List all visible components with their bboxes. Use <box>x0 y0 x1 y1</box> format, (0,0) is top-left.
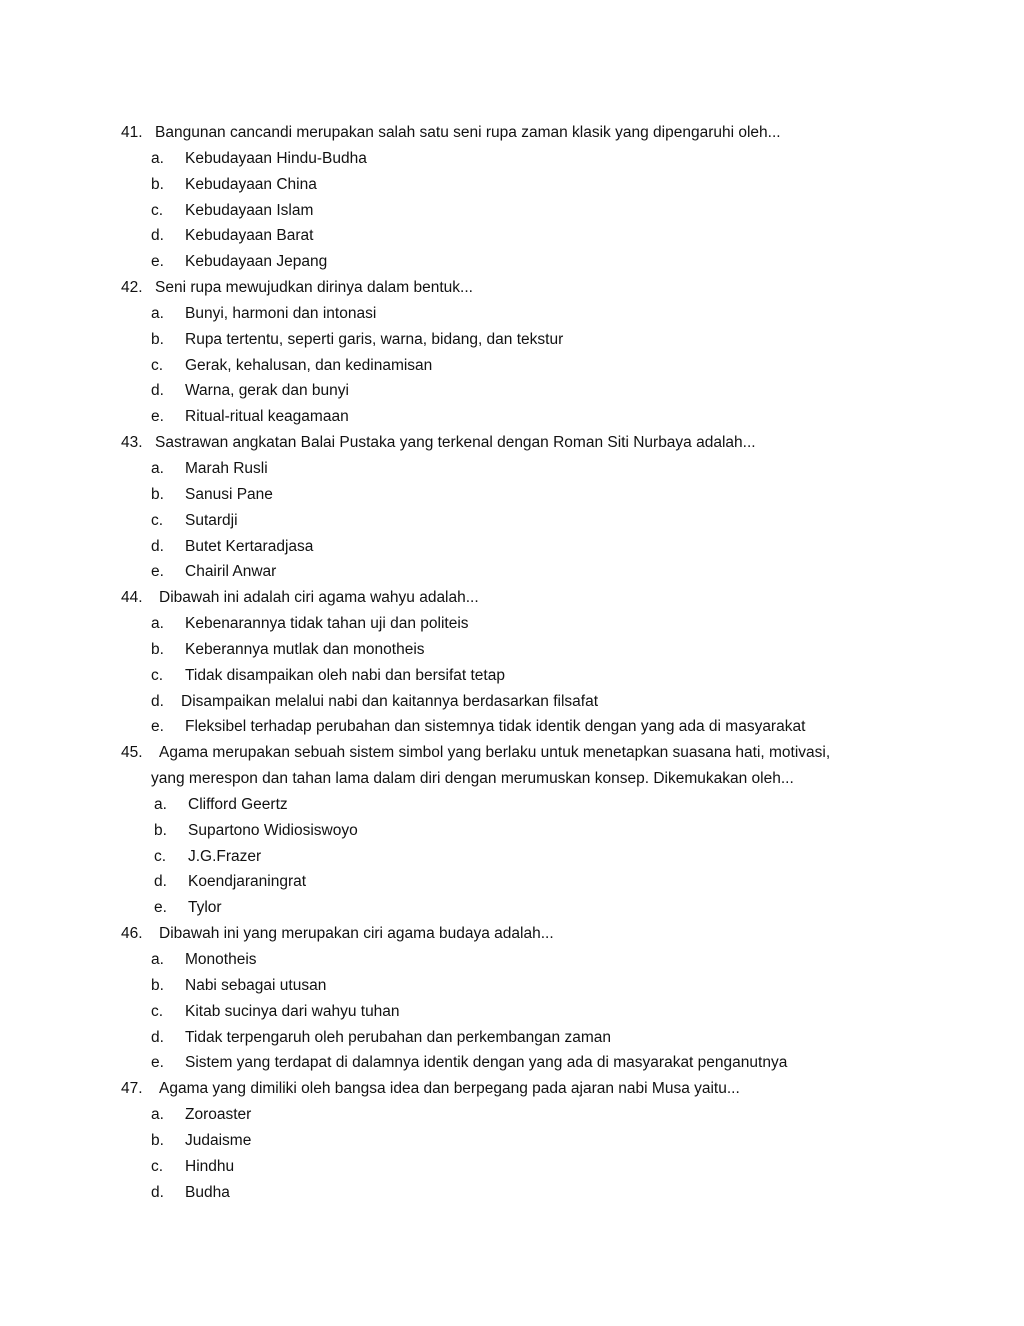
option-text: Kitab sucinya dari wahyu tuhan <box>185 1002 400 1020</box>
option-letter: a. <box>151 1106 164 1124</box>
question-number: 42. <box>121 279 143 297</box>
option-letter: d. <box>151 382 164 400</box>
option-a <box>121 301 921 327</box>
option-c <box>121 353 921 379</box>
question-number: 45. <box>121 744 143 762</box>
option-letter: c. <box>151 1002 164 1020</box>
option-text: Kebenarannya tidak tahan uji dan politeis <box>185 615 469 633</box>
option-c <box>121 844 921 870</box>
option-c <box>121 663 921 689</box>
question-42-line <box>121 275 921 301</box>
option-text: Kebudayaan Hindu-Budha <box>185 149 367 167</box>
option-letter: e. <box>151 1054 164 1072</box>
question-text: Agama yang dimiliki oleh bangsa idea dan berpegang pada ajaran nabi Musa yaitu... <box>159 1080 740 1098</box>
option-letter: d. <box>151 1028 164 1046</box>
option-b <box>121 818 921 844</box>
option-e <box>121 249 921 275</box>
option-text: Zoroaster <box>185 1106 252 1124</box>
option-text: Tidak disampaikan oleh nabi dan bersifat tetap <box>185 666 505 684</box>
option-a <box>121 611 921 637</box>
question-text: Agama merupakan sebuah sistem simbol yang berlaku untuk menetapkan suasana hati, motivasi, <box>159 744 831 762</box>
option-d <box>121 689 921 715</box>
option-text: Gerak, kehalusan, dan kedinamisan <box>185 356 433 374</box>
option-text: Tylor <box>188 899 222 917</box>
option-d <box>121 1025 921 1051</box>
question-44 <box>121 585 921 740</box>
option-d <box>121 534 921 560</box>
option-text: Disampaikan melalui nabi dan kaitannya berdasarkan filsafat <box>181 692 599 710</box>
option-letter: b. <box>151 175 164 193</box>
option-letter: b. <box>154 821 167 839</box>
question-text: Dibawah ini yang merupakan ciri agama budaya adalah... <box>159 925 554 943</box>
option-text: Rupa tertentu, seperti garis, warna, bidang, dan tekstur <box>185 330 564 348</box>
option-b <box>121 637 921 663</box>
option-text: Kebudayaan Barat <box>185 227 314 245</box>
option-b <box>121 973 921 999</box>
option-letter: b. <box>151 485 164 503</box>
option-letter: c. <box>151 1157 164 1175</box>
option-text: Chairil Anwar <box>185 563 277 581</box>
option-letter: e. <box>151 253 164 271</box>
option-letter: c. <box>151 511 164 529</box>
option-a <box>121 1102 921 1128</box>
option-letter: e. <box>151 408 164 426</box>
question-43-line <box>121 430 921 456</box>
question-47 <box>121 1076 921 1205</box>
option-letter: e. <box>151 563 164 581</box>
option-text: Hindhu <box>185 1157 235 1175</box>
question-number: 43. <box>121 434 143 452</box>
question-list <box>121 120 921 1205</box>
option-text: Warna, gerak dan bunyi <box>185 382 349 400</box>
option-letter: a. <box>151 459 164 477</box>
question-number: 47. <box>121 1080 143 1098</box>
option-c <box>121 1154 921 1180</box>
question-text: Dibawah ini adalah ciri agama wahyu adalah... <box>159 589 479 607</box>
question-46-line <box>121 921 921 947</box>
option-e <box>121 1050 921 1076</box>
option-a <box>121 792 921 818</box>
option-text: Ritual-ritual keagamaan <box>185 408 349 426</box>
option-text: Kebudayaan China <box>185 175 317 193</box>
option-text: Koendjaraningrat <box>188 873 307 891</box>
option-text: Supartono Widiosiswoyo <box>188 821 358 839</box>
option-letter: b. <box>151 330 164 348</box>
option-d <box>121 378 921 404</box>
question-47-line <box>121 1076 921 1102</box>
option-text: Fleksibel terhadap perubahan dan sistemnya tidak identik dengan yang ada di masyarakat <box>185 718 806 736</box>
option-a <box>121 146 921 172</box>
question-43 <box>121 430 921 585</box>
option-letter: c. <box>151 201 164 219</box>
option-a <box>121 947 921 973</box>
option-text: Kebudayaan Islam <box>185 201 314 219</box>
option-b <box>121 1128 921 1154</box>
question-number: 44. <box>121 589 143 607</box>
option-letter: a. <box>151 615 164 633</box>
question-42 <box>121 275 921 430</box>
option-text: Butet Kertaradjasa <box>185 537 314 555</box>
option-letter: b. <box>151 640 164 658</box>
option-text: Bunyi, harmoni dan intonasi <box>185 304 377 322</box>
question-number: 41. <box>121 124 143 141</box>
question-44-line <box>121 585 921 611</box>
question-41-line <box>121 120 921 146</box>
option-text: Clifford Geertz <box>188 795 288 813</box>
question-text-continuation: yang merespon dan tahan lama dalam diri dengan merumuskan konsep. Dikemukakan oleh... <box>151 770 794 788</box>
question-text: Bangunan cancandi merupakan salah satu seni rupa zaman klasik yang dipengaruhi oleh... <box>155 124 781 141</box>
option-text: Sutardji <box>185 511 238 529</box>
option-letter: b. <box>151 1131 164 1149</box>
option-letter: e. <box>151 718 164 736</box>
option-text: Monotheis <box>185 951 257 968</box>
option-letter: b. <box>151 976 164 994</box>
option-letter: a. <box>151 149 164 167</box>
option-text: Tidak terpengaruh oleh perubahan dan perkembangan zaman <box>185 1028 611 1046</box>
option-letter: c. <box>151 666 164 684</box>
option-a <box>121 456 921 482</box>
option-letter: d. <box>151 227 164 245</box>
option-text: Kebudayaan Jepang <box>185 253 328 271</box>
option-text: Judaisme <box>185 1131 252 1149</box>
option-c <box>121 999 921 1025</box>
option-letter: d. <box>151 1183 164 1201</box>
option-letter: a. <box>154 795 167 813</box>
question-text: Seni rupa mewujudkan dirinya dalam bentuk... <box>155 279 473 297</box>
option-letter: e. <box>154 899 167 917</box>
question-45 <box>121 740 921 921</box>
option-letter: d. <box>151 537 164 555</box>
option-c <box>121 198 921 224</box>
question-number: 46. <box>121 925 143 943</box>
option-e <box>121 559 921 585</box>
option-d <box>121 869 921 895</box>
option-text: Budha <box>185 1183 230 1201</box>
option-e <box>121 714 921 740</box>
option-e <box>121 895 921 921</box>
question-text: Sastrawan angkatan Balai Pustaka yang terkenal dengan Roman Siti Nurbaya adalah... <box>155 434 756 452</box>
option-letter: a. <box>151 951 164 968</box>
question-41 <box>121 120 921 275</box>
option-text: Marah Rusli <box>185 459 268 477</box>
option-text: Keberannya mutlak dan monotheis <box>185 640 425 658</box>
option-d <box>121 1180 921 1206</box>
option-letter: c. <box>154 847 167 865</box>
question-45-line <box>121 740 921 766</box>
option-text: Sistem yang terdapat di dalamnya identik dengan yang ada di masyarakat penganutnya <box>185 1054 788 1072</box>
option-c <box>121 508 921 534</box>
option-text: Nabi sebagai utusan <box>185 976 327 994</box>
option-letter: d. <box>154 873 167 891</box>
option-text: J.G.Frazer <box>188 847 262 865</box>
option-b <box>121 172 921 198</box>
option-letter: c. <box>151 356 164 374</box>
option-b <box>121 327 921 353</box>
question-46 <box>121 921 921 1076</box>
option-letter: d. <box>151 692 164 710</box>
option-d <box>121 223 921 249</box>
option-b <box>121 482 921 508</box>
option-letter: a. <box>151 304 164 322</box>
option-text: Sanusi Pane <box>185 485 273 503</box>
option-e <box>121 404 921 430</box>
